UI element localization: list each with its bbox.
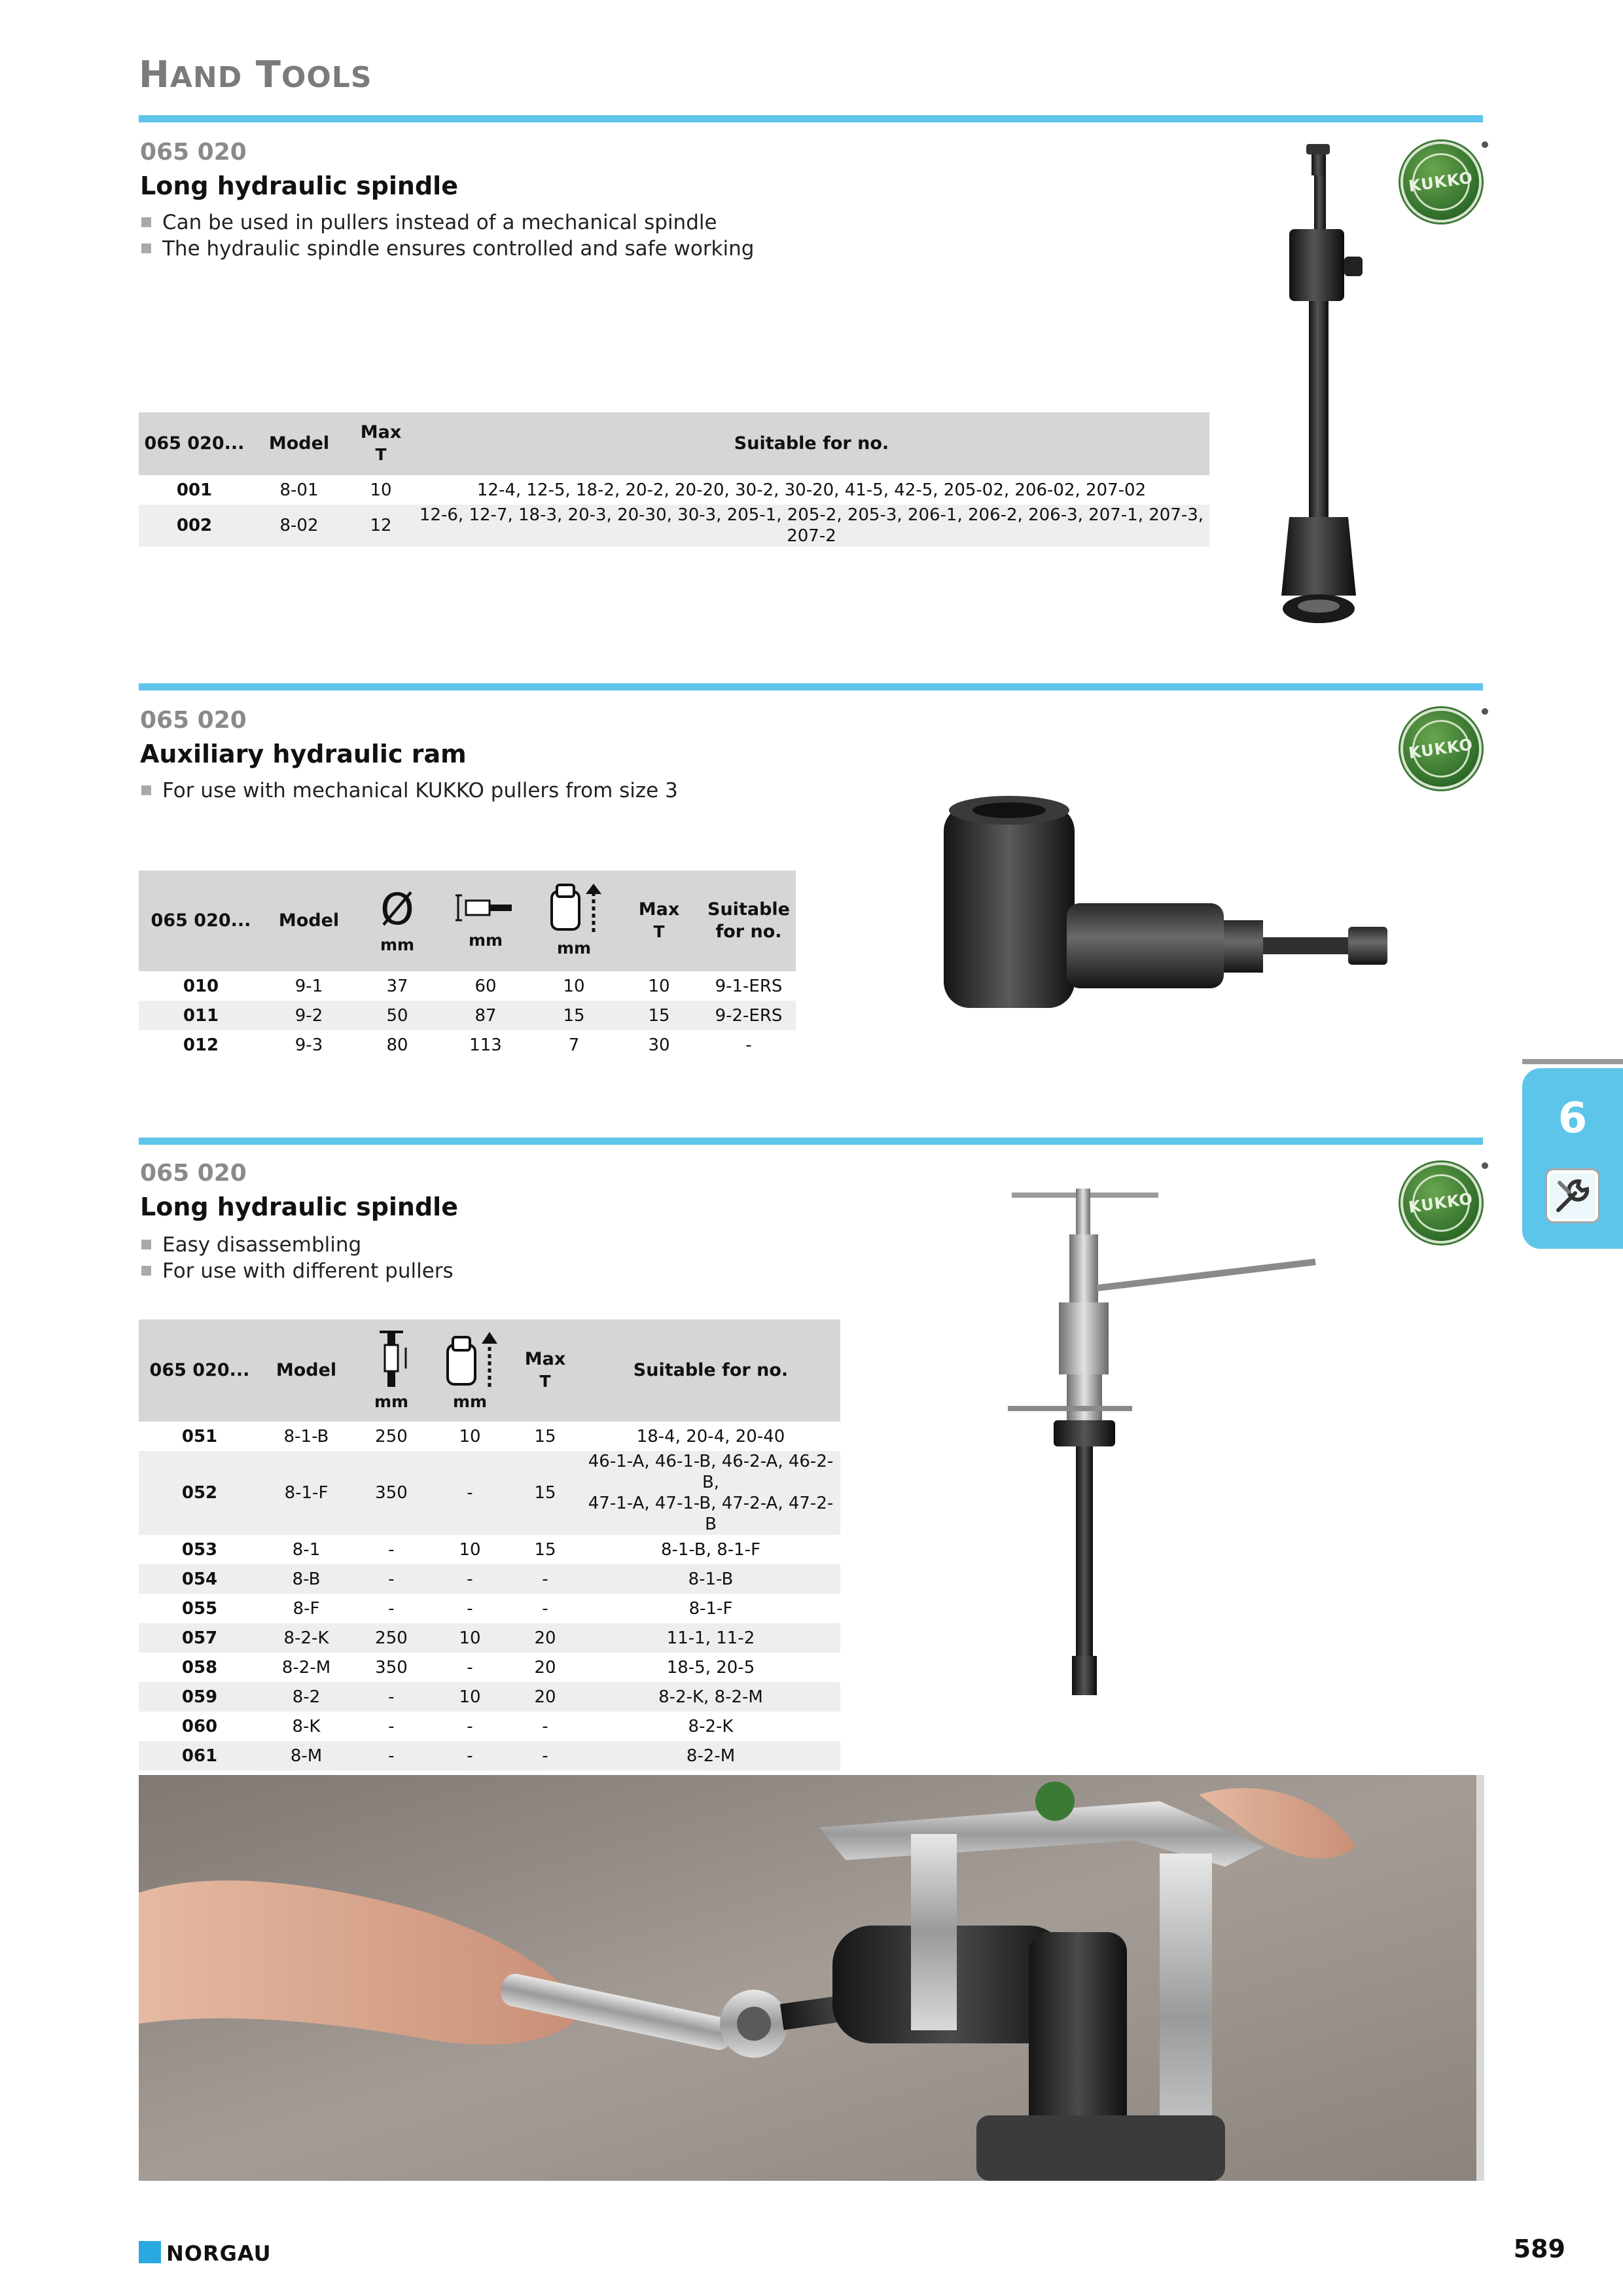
col-stroke: mm xyxy=(531,870,616,971)
spindle-length-icon xyxy=(370,1328,412,1391)
kukko-logo: KUKKO xyxy=(1400,1162,1482,1244)
list-item: Can be used in pullers instead of a mechanical spindle xyxy=(140,209,754,236)
list-item: For use with mechanical KUKKO pullers from size 3 xyxy=(140,778,678,804)
brand-name: NORGAU xyxy=(166,2241,272,2266)
section3-title: Long hydraulic spindle xyxy=(140,1193,458,1221)
list-item: Easy disassembling xyxy=(140,1232,454,1258)
col-suitable: Suitable for no. xyxy=(414,412,1209,475)
table-row: 011 9-2 50 87 15 15 9-2-ERS xyxy=(139,1001,796,1030)
table-row: 001 8-01 10 12-4, 12-5, 18-2, 20-2, 20-20, 30-2, 30-20, 41-5, 42-5, 205-02, 206-02, 207-02 xyxy=(176,480,1147,500)
col-code: 065 020... xyxy=(139,412,250,475)
section2-rule xyxy=(139,683,1483,691)
section3-bullets xyxy=(140,1232,454,1284)
col-suitable: Suitable for no. xyxy=(702,870,796,971)
col-max: Max T xyxy=(509,1319,581,1422)
diameter-icon: Ø xyxy=(380,884,414,935)
chapter-tab-rule xyxy=(1522,1059,1623,1064)
kukko-logo: KUKKO xyxy=(1400,141,1482,223)
col-code: 065 020... xyxy=(139,870,263,971)
col-max: Max T xyxy=(348,412,414,475)
long-hydraulic-spindle-image xyxy=(1243,137,1400,635)
spindle-length-icon xyxy=(454,890,517,925)
puller-in-use-photo xyxy=(139,1775,1484,2181)
col-length: mm xyxy=(352,1319,431,1422)
heading-rule xyxy=(139,115,1483,122)
chapter-number: 6 xyxy=(1558,1094,1588,1143)
section1-table xyxy=(139,412,1209,547)
list-item: For use with different pullers xyxy=(140,1258,454,1284)
table-row: 002 8-02 12 12-6, 12-7, 18-3, 20-3, 20-30, 30-3, 205-1, 205-2, 205-3, 206-1, 206-2, 206-3, 207-1, 207-3, 207-2 xyxy=(139,505,1209,547)
table-row: 057 8-2-K 250 10 20 11-1, 11-2 xyxy=(139,1623,840,1653)
list-item: The hydraulic spindle ensures controlled and safe working xyxy=(140,236,754,262)
section1-bullets xyxy=(140,209,754,262)
kukko-logo: KUKKO xyxy=(1400,708,1482,789)
col-model: Model xyxy=(260,1319,352,1422)
table-row: 059 8-2 - 10 20 8-2-K, 8-2-M xyxy=(139,1682,840,1712)
section1-title: Long hydraulic spindle xyxy=(140,171,458,200)
long-hydraulic-spindle-t-handle-image xyxy=(988,1172,1355,1734)
auxiliary-hydraulic-ram-image xyxy=(936,792,1446,1021)
section2-table xyxy=(139,870,796,1060)
col-length: mm xyxy=(440,870,531,971)
col-suitable: Suitable for no. xyxy=(581,1319,840,1422)
table-row: 058 8-2-M 350 - 20 18-5, 20-5 xyxy=(181,1657,755,1677)
section2-bullets xyxy=(140,778,678,804)
stroke-icon xyxy=(543,882,605,935)
col-code: 065 020... xyxy=(139,1319,260,1422)
norgau-logo-mark xyxy=(139,2241,161,2263)
section3-rule xyxy=(139,1138,1483,1145)
section3-code: 065 020 xyxy=(140,1160,247,1187)
table-row: 060 8-K - - - 8-2-K xyxy=(181,1716,734,1736)
table-row: 052 8-1-F 350 - 15 46-1-A, 46-1-B, 46-2-A, 46-2-B, 47-1-A, 47-1-B, 47-2-A, 47-2-B xyxy=(139,1451,840,1535)
section2-code: 065 020 xyxy=(140,707,247,734)
table-row: 061 8-M - - - 8-2-M xyxy=(139,1741,840,1770)
wrench-icon xyxy=(1547,1170,1598,1221)
col-model: Model xyxy=(263,870,355,971)
stroke-icon xyxy=(438,1328,501,1391)
section1-code: 065 020 xyxy=(140,139,247,166)
table-row: 055 8-F - - - 8-1-F xyxy=(181,1598,733,1619)
section2-title: Auxiliary hydraulic ram xyxy=(140,740,467,768)
table-row: 054 8-B - - - 8-1-B xyxy=(139,1564,840,1594)
table-row: 012 9-3 80 113 7 30 - xyxy=(183,1035,752,1055)
col-model: Model xyxy=(250,412,348,475)
col-max: Max T xyxy=(616,870,702,971)
section3-table xyxy=(139,1319,840,1770)
table-row: 053 8-1 - 10 15 8-1-B, 8-1-F xyxy=(181,1539,761,1560)
page-heading: HAND TOOLS xyxy=(139,54,372,96)
col-diameter: Ø mm xyxy=(355,870,440,971)
col-stroke: mm xyxy=(431,1319,509,1422)
table-row: 051 8-1-B 250 10 15 18-4, 20-4, 20-40 xyxy=(181,1426,785,1446)
table-row: 010 9-1 37 60 10 10 9-1-ERS xyxy=(183,976,783,996)
